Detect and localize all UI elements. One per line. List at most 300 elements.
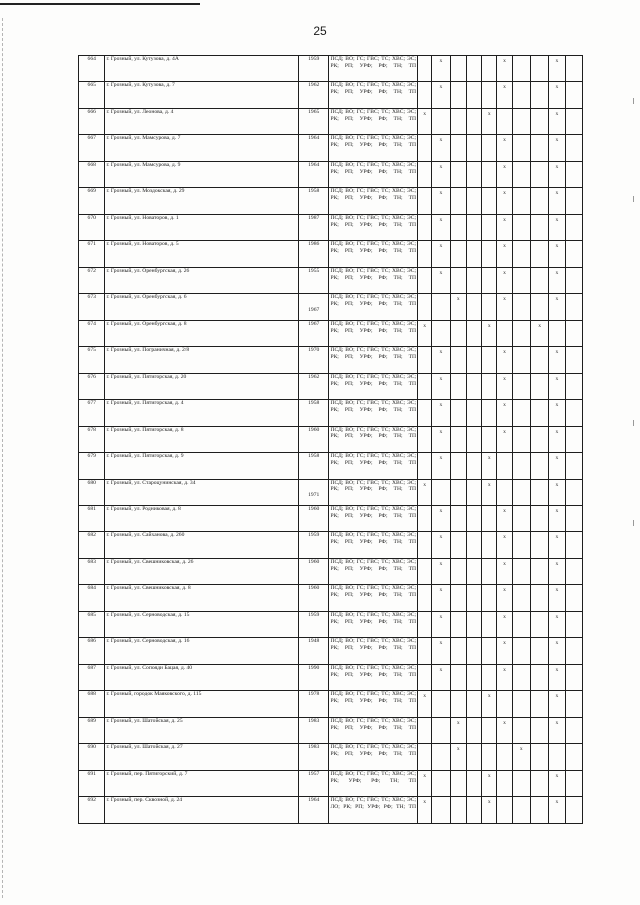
margin-mark bbox=[633, 196, 634, 202]
construction-year: 1962 bbox=[298, 373, 329, 399]
flag-cell bbox=[450, 453, 466, 479]
flag-cell bbox=[565, 267, 582, 293]
flag-cell bbox=[450, 664, 466, 690]
building-address: г. Грозный, ул. Новаторов, д. 1 bbox=[105, 214, 298, 240]
flag-cell bbox=[432, 82, 450, 108]
flag-cell bbox=[450, 611, 466, 637]
building-address: г. Грозный, ул. Пятигорская, д. 9 bbox=[105, 453, 298, 479]
row-number: 668 bbox=[79, 161, 105, 187]
building-address: г. Грозный, ул. Родниковая, д. 8 bbox=[105, 505, 298, 531]
x-mark: x bbox=[423, 693, 427, 700]
row-number: 690 bbox=[79, 744, 105, 770]
flag-cell bbox=[497, 241, 512, 267]
flag-cell bbox=[549, 744, 565, 770]
x-mark: x bbox=[439, 666, 443, 673]
row-number: 672 bbox=[79, 267, 105, 293]
x-mark: x bbox=[456, 746, 460, 753]
flag-cell bbox=[466, 479, 481, 505]
flag-cell bbox=[418, 267, 432, 293]
flag-cell bbox=[530, 664, 548, 690]
building-address: г. Грозный, ул. Серноводская, д. 15 bbox=[105, 611, 298, 637]
table-row bbox=[79, 426, 583, 452]
flag-cell bbox=[466, 638, 481, 664]
x-mark: x bbox=[555, 719, 559, 726]
flag-cell bbox=[565, 320, 582, 346]
flag-cell bbox=[450, 717, 466, 743]
x-mark: x bbox=[439, 84, 443, 91]
flag-cell bbox=[466, 161, 481, 187]
flag-cell bbox=[549, 161, 565, 187]
flag-cell bbox=[549, 214, 565, 240]
flag-cell bbox=[482, 585, 497, 611]
flag-cell bbox=[497, 638, 512, 664]
flag-cell bbox=[565, 611, 582, 637]
x-mark: x bbox=[555, 216, 559, 223]
x-mark: x bbox=[555, 560, 559, 567]
flag-cell bbox=[466, 267, 481, 293]
flag-cell bbox=[466, 347, 481, 373]
construction-year: 1964 bbox=[298, 135, 329, 161]
flag-cell bbox=[450, 241, 466, 267]
work-types: ПСД; ВО; ГС; ГВС; ТС; ХВС; ЭС; РК; РП; УРФ; РФ; ТН; ТП bbox=[329, 347, 418, 373]
flag-cell bbox=[565, 241, 582, 267]
table-row bbox=[79, 744, 583, 770]
flag-cell bbox=[432, 161, 450, 187]
flag-cell bbox=[482, 717, 497, 743]
table-row bbox=[79, 638, 583, 664]
construction-year: 1959 bbox=[298, 611, 329, 637]
work-types: ПСД; ВО; ГС; ГВС; ТС; ХВС; ЭС; РК; РП; УРФ; РФ; ТН; ТП bbox=[329, 638, 418, 664]
flag-cell bbox=[432, 691, 450, 717]
flag-cell bbox=[450, 347, 466, 373]
flag-cell bbox=[432, 744, 450, 770]
flag-cell bbox=[482, 770, 497, 796]
flag-cell bbox=[482, 664, 497, 690]
x-mark: x bbox=[439, 587, 443, 594]
flag-cell bbox=[512, 664, 530, 690]
row-number: 677 bbox=[79, 400, 105, 426]
flag-cell bbox=[418, 797, 432, 824]
flag-cell bbox=[512, 426, 530, 452]
flag-cell bbox=[565, 797, 582, 824]
flag-cell bbox=[549, 400, 565, 426]
flag-cell bbox=[530, 453, 548, 479]
construction-year: 1990 bbox=[298, 664, 329, 690]
work-types: ПСД; ВО; ГС; ГВС; ТС; ХВС; ЭС; РК; РП; УРФ; РФ; ТН; ТП bbox=[329, 691, 418, 717]
flag-cell bbox=[418, 320, 432, 346]
flag-cell bbox=[512, 505, 530, 531]
flag-cell bbox=[497, 532, 512, 558]
construction-year: 1959 bbox=[298, 532, 329, 558]
table-row bbox=[79, 161, 583, 187]
x-mark: x bbox=[555, 137, 559, 144]
flag-cell bbox=[530, 82, 548, 108]
row-number: 682 bbox=[79, 532, 105, 558]
x-mark: x bbox=[487, 772, 491, 779]
table-row bbox=[79, 717, 583, 743]
x-mark: x bbox=[503, 375, 506, 382]
building-address: г. Грозный, ул. Кутузова, д. 7 bbox=[105, 82, 298, 108]
flag-cell bbox=[466, 188, 481, 214]
flag-cell bbox=[565, 400, 582, 426]
row-number: 676 bbox=[79, 373, 105, 399]
table-row bbox=[79, 241, 583, 267]
flag-cell bbox=[482, 56, 497, 82]
flag-cell bbox=[432, 638, 450, 664]
flag-cell bbox=[530, 373, 548, 399]
flag-cell bbox=[549, 611, 565, 637]
flag-cell bbox=[565, 479, 582, 505]
flag-cell bbox=[432, 453, 450, 479]
x-mark: x bbox=[456, 719, 460, 726]
construction-year: 1948 bbox=[298, 638, 329, 664]
flag-cell bbox=[450, 373, 466, 399]
x-mark: x bbox=[555, 799, 559, 806]
building-address: г. Грозный, ул. Шатойская, д. 25 bbox=[105, 717, 298, 743]
work-types: ПСД; ВО; ГС; ГВС; ТС; ХВС; ЭС; РК; РП; УРФ; РФ; ТН; ТП bbox=[329, 135, 418, 161]
table-row bbox=[79, 56, 583, 82]
flag-cell bbox=[549, 664, 565, 690]
flag-cell bbox=[432, 267, 450, 293]
flag-cell bbox=[418, 585, 432, 611]
flag-cell bbox=[450, 770, 466, 796]
flag-cell bbox=[432, 426, 450, 452]
flag-cell bbox=[450, 135, 466, 161]
flag-cell bbox=[450, 267, 466, 293]
flag-cell bbox=[530, 294, 548, 320]
flag-cell bbox=[565, 717, 582, 743]
x-mark: x bbox=[439, 349, 443, 356]
x-mark: x bbox=[503, 243, 506, 250]
building-address: г. Грозный, ул. Пограничная, д. 2/8 bbox=[105, 347, 298, 373]
flag-cell bbox=[530, 479, 548, 505]
flag-cell bbox=[512, 744, 530, 770]
flag-cell bbox=[549, 691, 565, 717]
registry-body bbox=[79, 56, 583, 824]
x-mark: x bbox=[503, 137, 506, 144]
row-number: 673 bbox=[79, 294, 105, 320]
x-mark: x bbox=[423, 799, 427, 806]
flag-cell bbox=[530, 611, 548, 637]
flag-cell bbox=[497, 400, 512, 426]
building-address: г. Грозный, ул. Мамсурова, д. 7 bbox=[105, 135, 298, 161]
building-address: г. Грозный, ул. Оренбургская, д. 26 bbox=[105, 267, 298, 293]
flag-cell bbox=[418, 638, 432, 664]
row-number: 680 bbox=[79, 479, 105, 505]
flag-cell bbox=[512, 691, 530, 717]
flag-cell bbox=[565, 426, 582, 452]
work-types: ПСД; ВО; ГС; ГВС; ТС; ХВС; ЭС; РК; РП; УРФ; РФ; ТН; ТП bbox=[329, 585, 418, 611]
flag-cell bbox=[549, 453, 565, 479]
table-row bbox=[79, 214, 583, 240]
building-address: г. Грозный, ул. Свешниковская, д. 8 bbox=[105, 585, 298, 611]
margin-mark bbox=[633, 520, 634, 526]
flag-cell bbox=[466, 585, 481, 611]
x-mark: x bbox=[439, 640, 443, 647]
flag-cell bbox=[450, 161, 466, 187]
flag-cell bbox=[530, 347, 548, 373]
flag-cell bbox=[549, 108, 565, 134]
construction-year: 1964 bbox=[298, 797, 329, 824]
flag-cell bbox=[549, 135, 565, 161]
flag-cell bbox=[418, 82, 432, 108]
flag-cell bbox=[432, 108, 450, 134]
table-row bbox=[79, 691, 583, 717]
building-address: г. Грозный, ул. Леонова, д. 4 bbox=[105, 108, 298, 134]
work-types: ПСД; ВО; ГС; ГВС; ТС; ХВС; ЭС; РК; РП; УРФ; РФ; ТН; ТП bbox=[329, 82, 418, 108]
flag-cell bbox=[497, 664, 512, 690]
building-address: г. Грозный, ул. Пятигорская, д. 20 bbox=[105, 373, 298, 399]
flag-cell bbox=[450, 532, 466, 558]
x-mark: x bbox=[555, 243, 559, 250]
flag-cell bbox=[530, 797, 548, 824]
construction-year: 1983 bbox=[298, 744, 329, 770]
work-types: ПСД; ВО; ГС; ГВС; ТС; ХВС; ЭС; ЛО; РК; РП; УРФ; РФ; ТН; ТП bbox=[329, 797, 418, 824]
flag-cell bbox=[482, 135, 497, 161]
flag-cell bbox=[530, 744, 548, 770]
flag-cell bbox=[466, 82, 481, 108]
flag-cell bbox=[549, 638, 565, 664]
x-mark: x bbox=[439, 455, 443, 462]
x-mark: x bbox=[423, 110, 427, 117]
flag-cell bbox=[565, 664, 582, 690]
flag-cell bbox=[512, 558, 530, 584]
flag-cell bbox=[482, 188, 497, 214]
flag-cell bbox=[466, 108, 481, 134]
x-mark: x bbox=[487, 322, 491, 329]
flag-cell bbox=[450, 744, 466, 770]
building-address: г. Грозный, ул. Пятигорская, д. 8 bbox=[105, 426, 298, 452]
flag-cell bbox=[432, 135, 450, 161]
table-row bbox=[79, 320, 583, 346]
x-mark: x bbox=[439, 269, 443, 276]
construction-year: 1960 bbox=[298, 426, 329, 452]
flag-cell bbox=[450, 294, 466, 320]
flag-cell bbox=[549, 426, 565, 452]
flag-cell bbox=[418, 188, 432, 214]
x-mark: x bbox=[439, 375, 443, 382]
construction-year: 1959 bbox=[298, 56, 329, 82]
flag-cell bbox=[432, 347, 450, 373]
x-mark: x bbox=[555, 375, 559, 382]
x-mark: x bbox=[503, 349, 506, 356]
flag-cell bbox=[530, 426, 548, 452]
construction-year: 1967 bbox=[298, 294, 329, 320]
flag-cell bbox=[482, 638, 497, 664]
construction-year: 1955 bbox=[298, 267, 329, 293]
row-number: 683 bbox=[79, 558, 105, 584]
flag-cell bbox=[418, 691, 432, 717]
flag-cell bbox=[466, 770, 481, 796]
table-row bbox=[79, 664, 583, 690]
row-number: 691 bbox=[79, 770, 105, 796]
flag-cell bbox=[432, 770, 450, 796]
x-mark: x bbox=[555, 587, 559, 594]
flag-cell bbox=[418, 400, 432, 426]
work-types: ПСД; ВО; ГС; ГВС; ТС; ХВС; ЭС; РК; РП; УРФ; РФ; ТН; ТП bbox=[329, 479, 418, 505]
row-number: 667 bbox=[79, 135, 105, 161]
row-number: 688 bbox=[79, 691, 105, 717]
table-row bbox=[79, 479, 583, 505]
x-mark: x bbox=[555, 296, 559, 303]
flag-cell bbox=[482, 214, 497, 240]
flag-cell bbox=[497, 505, 512, 531]
flag-cell bbox=[482, 373, 497, 399]
work-types: ПСД; ВО; ГС; ГВС; ТС; ХВС; ЭС; РК; РП; УРФ; РФ; ТН; ТП bbox=[329, 320, 418, 346]
flag-cell bbox=[418, 505, 432, 531]
flag-cell bbox=[482, 611, 497, 637]
x-mark: x bbox=[423, 772, 427, 779]
flag-cell bbox=[497, 135, 512, 161]
flag-cell bbox=[432, 294, 450, 320]
building-address: г. Грозный, пер. Пятигорский, д. 7 bbox=[105, 770, 298, 796]
flag-cell bbox=[497, 108, 512, 134]
flag-cell bbox=[512, 770, 530, 796]
flag-cell bbox=[497, 453, 512, 479]
flag-cell bbox=[497, 797, 512, 824]
table-row bbox=[79, 770, 583, 796]
flag-cell bbox=[497, 214, 512, 240]
flag-cell bbox=[497, 320, 512, 346]
flag-cell bbox=[432, 56, 450, 82]
x-mark: x bbox=[439, 507, 443, 514]
flag-cell bbox=[418, 717, 432, 743]
flag-cell bbox=[565, 161, 582, 187]
flag-cell bbox=[432, 664, 450, 690]
x-mark: x bbox=[439, 190, 443, 197]
row-number: 681 bbox=[79, 505, 105, 531]
flag-cell bbox=[549, 585, 565, 611]
flag-cell bbox=[565, 638, 582, 664]
flag-cell bbox=[418, 56, 432, 82]
flag-cell bbox=[466, 691, 481, 717]
flag-cell bbox=[512, 797, 530, 824]
row-number: 692 bbox=[79, 797, 105, 824]
x-mark: x bbox=[503, 163, 506, 170]
flag-cell bbox=[482, 108, 497, 134]
flag-cell bbox=[512, 320, 530, 346]
flag-cell bbox=[565, 770, 582, 796]
building-address: г. Грозный, ул. Свешниковская, д. 26 bbox=[105, 558, 298, 584]
x-mark: x bbox=[503, 587, 506, 594]
flag-cell bbox=[497, 82, 512, 108]
flag-cell bbox=[565, 135, 582, 161]
flag-cell bbox=[512, 479, 530, 505]
building-address: г. Грозный, ул. Кутузова, д. 4А bbox=[105, 56, 298, 82]
construction-year: 1960 bbox=[298, 585, 329, 611]
flag-cell bbox=[565, 505, 582, 531]
flag-cell bbox=[530, 188, 548, 214]
housing-registry-table bbox=[78, 55, 583, 824]
flag-cell bbox=[530, 108, 548, 134]
flag-cell bbox=[432, 241, 450, 267]
building-address: г. Грозный, ул. Оренбургская, д. 6 bbox=[105, 294, 298, 320]
flag-cell bbox=[530, 241, 548, 267]
flag-cell bbox=[497, 585, 512, 611]
x-mark: x bbox=[439, 402, 443, 409]
flag-cell bbox=[482, 82, 497, 108]
flag-cell bbox=[432, 188, 450, 214]
row-number: 669 bbox=[79, 188, 105, 214]
flag-cell bbox=[549, 505, 565, 531]
flag-cell bbox=[565, 744, 582, 770]
flag-cell bbox=[466, 135, 481, 161]
building-address: г. Грозный, пер. Сквозной, д. 24 bbox=[105, 797, 298, 824]
flag-cell bbox=[482, 267, 497, 293]
flag-cell bbox=[565, 532, 582, 558]
building-address: г. Грозный, ул. Пятигорская, д. 4 bbox=[105, 400, 298, 426]
table-row bbox=[79, 135, 583, 161]
construction-year: 1971 bbox=[298, 479, 329, 505]
flag-cell bbox=[565, 558, 582, 584]
flag-cell bbox=[512, 638, 530, 664]
flag-cell bbox=[432, 400, 450, 426]
x-mark: x bbox=[439, 58, 443, 64]
flag-cell bbox=[432, 585, 450, 611]
flag-cell bbox=[482, 161, 497, 187]
flag-cell bbox=[549, 241, 565, 267]
x-mark: x bbox=[456, 296, 460, 303]
flag-cell bbox=[418, 108, 432, 134]
x-mark: x bbox=[439, 216, 443, 223]
x-mark: x bbox=[555, 666, 559, 673]
x-mark: x bbox=[439, 534, 443, 541]
flag-cell bbox=[482, 532, 497, 558]
x-mark: x bbox=[555, 455, 559, 462]
flag-cell bbox=[450, 400, 466, 426]
row-number: 686 bbox=[79, 638, 105, 664]
x-mark: x bbox=[503, 216, 506, 223]
flag-cell bbox=[497, 426, 512, 452]
flag-cell bbox=[565, 347, 582, 373]
flag-cell bbox=[530, 214, 548, 240]
flag-cell bbox=[512, 135, 530, 161]
work-types: ПСД; ВО; ГС; ГВС; ТС; ХВС; ЭС; РК; РП; УРФ; РФ; ТН; ТП bbox=[329, 108, 418, 134]
flag-cell bbox=[482, 241, 497, 267]
flag-cell bbox=[530, 320, 548, 346]
x-mark: x bbox=[487, 481, 491, 488]
construction-year: 1958 bbox=[298, 188, 329, 214]
row-number: 687 bbox=[79, 664, 105, 690]
flag-cell bbox=[418, 558, 432, 584]
flag-cell bbox=[512, 108, 530, 134]
flag-cell bbox=[450, 505, 466, 531]
flag-cell bbox=[530, 558, 548, 584]
flag-cell bbox=[549, 188, 565, 214]
flag-cell bbox=[512, 347, 530, 373]
table-row bbox=[79, 82, 583, 108]
table-row bbox=[79, 453, 583, 479]
flag-cell bbox=[530, 638, 548, 664]
x-mark: x bbox=[555, 640, 559, 647]
flag-cell bbox=[565, 56, 582, 82]
work-types: ПСД; ВО; ГС; ГВС; ТС; ХВС; ЭС; РК; РП; УРФ; РФ; ТН; ТП bbox=[329, 744, 418, 770]
flag-cell bbox=[466, 320, 481, 346]
x-mark: x bbox=[439, 560, 443, 567]
building-address: г. Грозный, ул. Шатойская, д. 27 bbox=[105, 744, 298, 770]
flag-cell bbox=[565, 691, 582, 717]
flag-cell bbox=[549, 320, 565, 346]
x-mark: x bbox=[555, 428, 559, 435]
x-mark: x bbox=[503, 84, 506, 91]
flag-cell bbox=[549, 770, 565, 796]
work-types: ПСД; ВО; ГС; ГВС; ТС; ХВС; ЭС; РК; РП; УРФ; РФ; ТН; ТП bbox=[329, 717, 418, 743]
flag-cell bbox=[512, 82, 530, 108]
row-number: 685 bbox=[79, 611, 105, 637]
flag-cell bbox=[497, 373, 512, 399]
flag-cell bbox=[549, 797, 565, 824]
flag-cell bbox=[450, 56, 466, 82]
